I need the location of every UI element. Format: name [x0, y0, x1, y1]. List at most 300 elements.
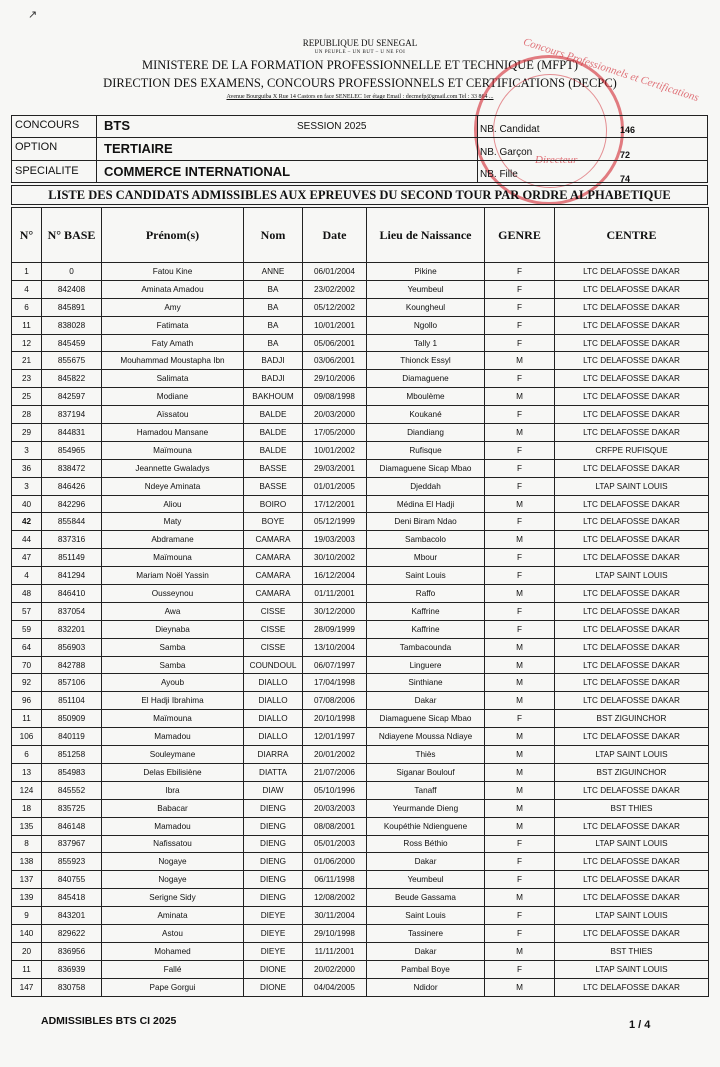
cell-num: 18 [12, 799, 42, 817]
cell-base: 836956 [42, 942, 102, 960]
cell-date: 17/04/1998 [303, 674, 367, 692]
cell-num: 9 [12, 907, 42, 925]
table-row [12, 298, 709, 316]
cell-prenom: Mariam Noël Yassin [102, 567, 244, 585]
cell-centre: LTAP SAINT LOUIS [555, 477, 709, 495]
cell-base: 832201 [42, 620, 102, 638]
cell-centre: BST THIES [555, 799, 709, 817]
cell-base: 845822 [42, 370, 102, 388]
cell-date: 01/06/2000 [303, 853, 367, 871]
cell-base: 856903 [42, 638, 102, 656]
cell-lieu: Koupéthie Ndienguene [367, 817, 485, 835]
cell-lieu: Dakar [367, 942, 485, 960]
cell-date: 03/06/2001 [303, 352, 367, 370]
cell-num: 40 [12, 495, 42, 513]
cell-centre: LTAP SAINT LOUIS [555, 960, 709, 978]
cell-genre: M [485, 656, 555, 674]
cell-nom: DIONE [244, 978, 303, 996]
cell-centre: LTC DELAFOSSE DAKAR [555, 352, 709, 370]
cell-prenom: Aïssatou [102, 406, 244, 424]
divider [12, 137, 707, 138]
cell-nom: BA [244, 280, 303, 298]
cell-num: 138 [12, 853, 42, 871]
cell-centre: LTC DELAFOSSE DAKAR [555, 334, 709, 352]
cell-date: 10/01/2001 [303, 316, 367, 334]
cell-date: 05/12/1999 [303, 513, 367, 531]
cell-prenom: Dieynaba [102, 620, 244, 638]
cell-prenom: Mamadou [102, 817, 244, 835]
cell-num: 44 [12, 531, 42, 549]
table-row [12, 835, 709, 853]
cell-num: 64 [12, 638, 42, 656]
list-title: LISTE DES CANDIDATS ADMISSIBLES AUX EPREUVES DU SECOND TOUR PAR ORDRE ALPHABETIQUE [11, 185, 708, 205]
cell-date: 06/01/2004 [303, 263, 367, 281]
cell-nom: BALDE [244, 406, 303, 424]
cell-base: 840755 [42, 871, 102, 889]
cell-num: 21 [12, 352, 42, 370]
cell-genre: M [485, 531, 555, 549]
exam-info-box [11, 115, 708, 183]
cell-centre: LTAP SAINT LOUIS [555, 746, 709, 764]
cell-lieu: Koukané [367, 406, 485, 424]
cell-base: 845552 [42, 781, 102, 799]
cell-num: 29 [12, 424, 42, 442]
cell-prenom: Serigne Sidy [102, 889, 244, 907]
cell-prenom: Mohamed [102, 942, 244, 960]
cell-base: 844831 [42, 424, 102, 442]
nb-garcon-label: NB. Garçon [480, 147, 533, 158]
table-row [12, 602, 709, 620]
cell-num: 36 [12, 459, 42, 477]
cell-num: 96 [12, 692, 42, 710]
cell-num: 6 [12, 746, 42, 764]
cell-prenom: Awa [102, 602, 244, 620]
cell-nom: DIONE [244, 960, 303, 978]
page-number: 1 / 4 [629, 1019, 651, 1031]
cell-genre: M [485, 817, 555, 835]
cell-genre: F [485, 924, 555, 942]
cell-num: 139 [12, 889, 42, 907]
col-header-genre: GENRE [485, 208, 555, 263]
cell-num: 3 [12, 441, 42, 459]
nb-fille-label: NB. Fille [480, 169, 518, 180]
table-row [12, 424, 709, 442]
cell-base: 846426 [42, 477, 102, 495]
cell-date: 30/11/2004 [303, 907, 367, 925]
cell-lieu: Thiès [367, 746, 485, 764]
divider [96, 116, 97, 182]
table-row [12, 263, 709, 281]
cell-base: 838472 [42, 459, 102, 477]
col-header-num: N° [12, 208, 42, 263]
cell-num: 1 [12, 263, 42, 281]
cell-prenom: Nogaye [102, 853, 244, 871]
cell-lieu: Tanaff [367, 781, 485, 799]
cell-lieu: Yeumbeul [367, 280, 485, 298]
cell-date: 01/11/2001 [303, 585, 367, 603]
table-row [12, 531, 709, 549]
cell-nom: CAMARA [244, 585, 303, 603]
republic-title: REPUBLIQUE DU SENEGAL [302, 38, 418, 48]
table-row [12, 746, 709, 764]
cell-lieu: Kaffrine [367, 620, 485, 638]
cell-centre: LTC DELAFOSSE DAKAR [555, 817, 709, 835]
cell-centre: LTC DELAFOSSE DAKAR [555, 459, 709, 477]
table-row [12, 853, 709, 871]
cell-lieu: Raffo [367, 585, 485, 603]
table-row [12, 924, 709, 942]
cell-base: 855844 [42, 513, 102, 531]
cell-lieu: Beude Gassama [367, 889, 485, 907]
cell-num: 8 [12, 835, 42, 853]
col-header-lieu: Lieu de Naissance [367, 208, 485, 263]
cell-prenom: Samba [102, 656, 244, 674]
nb-candidat-value: 146 [620, 125, 636, 135]
cell-nom: ANNE [244, 263, 303, 281]
col-header-centre: CENTRE [555, 208, 709, 263]
cell-num: 3 [12, 477, 42, 495]
cell-date: 05/01/2003 [303, 835, 367, 853]
cell-genre: M [485, 746, 555, 764]
cell-prenom: Fatou Kine [102, 263, 244, 281]
cell-genre: F [485, 871, 555, 889]
cell-prenom: Aminata [102, 907, 244, 925]
cell-genre: F [485, 602, 555, 620]
cell-lieu: Ndiayene Moussa Ndiaye [367, 728, 485, 746]
cell-num: 4 [12, 280, 42, 298]
cell-centre: LTAP SAINT LOUIS [555, 567, 709, 585]
cell-lieu: Yeumbeul [367, 871, 485, 889]
cell-genre: F [485, 835, 555, 853]
cell-genre: F [485, 298, 555, 316]
cell-base: 843201 [42, 907, 102, 925]
cell-centre: LTC DELAFOSSE DAKAR [555, 280, 709, 298]
cell-num: 47 [12, 549, 42, 567]
table-row [12, 334, 709, 352]
cell-lieu: Koungheul [367, 298, 485, 316]
cell-base: 842597 [42, 388, 102, 406]
cell-base: 851104 [42, 692, 102, 710]
cell-genre: F [485, 334, 555, 352]
table-row [12, 513, 709, 531]
cell-centre: LTAP SAINT LOUIS [555, 907, 709, 925]
cell-genre: M [485, 692, 555, 710]
stamp-text-top: Concours Professionnels et Certifications [521, 35, 701, 105]
cell-nom: BALDE [244, 424, 303, 442]
cell-nom: CAMARA [244, 549, 303, 567]
cell-genre: F [485, 710, 555, 728]
cell-centre: LTC DELAFOSSE DAKAR [555, 924, 709, 942]
cell-base: 845891 [42, 298, 102, 316]
cell-prenom: Hamadou Mansane [102, 424, 244, 442]
cell-num: 13 [12, 763, 42, 781]
cell-nom: DIENG [244, 835, 303, 853]
table-row [12, 763, 709, 781]
table-header-row [12, 208, 709, 263]
cell-genre: M [485, 763, 555, 781]
cell-prenom: Ayoub [102, 674, 244, 692]
cell-lieu: Rufisque [367, 441, 485, 459]
cell-centre: LTC DELAFOSSE DAKAR [555, 853, 709, 871]
cell-num: 92 [12, 674, 42, 692]
cell-genre: F [485, 477, 555, 495]
cell-centre: LTC DELAFOSSE DAKAR [555, 495, 709, 513]
col-header-date: Date [303, 208, 367, 263]
cell-num: 42 [12, 513, 42, 531]
cell-num: 11 [12, 960, 42, 978]
cell-lieu: Pikine [367, 263, 485, 281]
cell-lieu: Mbour [367, 549, 485, 567]
table-row [12, 477, 709, 495]
table-row [12, 316, 709, 334]
cell-date: 12/01/1997 [303, 728, 367, 746]
cell-prenom: Faty Amath [102, 334, 244, 352]
cell-num: 147 [12, 978, 42, 996]
cell-base: 846148 [42, 817, 102, 835]
cell-prenom: Maïmouna [102, 710, 244, 728]
cell-centre: LTC DELAFOSSE DAKAR [555, 298, 709, 316]
cell-centre: LTAP SAINT LOUIS [555, 835, 709, 853]
cell-centre: LTC DELAFOSSE DAKAR [555, 656, 709, 674]
cell-base: 837054 [42, 602, 102, 620]
cell-centre: LTC DELAFOSSE DAKAR [555, 728, 709, 746]
cell-num: 140 [12, 924, 42, 942]
table-row [12, 638, 709, 656]
cell-date: 23/02/2002 [303, 280, 367, 298]
cell-prenom: Fallé [102, 960, 244, 978]
cell-genre: F [485, 263, 555, 281]
cell-nom: CAMARA [244, 567, 303, 585]
cell-lieu: Thionck Essyl [367, 352, 485, 370]
cell-num: 124 [12, 781, 42, 799]
cell-nom: DIENG [244, 871, 303, 889]
cell-nom: BA [244, 298, 303, 316]
cell-centre: LTC DELAFOSSE DAKAR [555, 406, 709, 424]
cell-date: 16/12/2004 [303, 567, 367, 585]
cell-prenom: El Hadji Ibrahima [102, 692, 244, 710]
cell-prenom: Mamadou [102, 728, 244, 746]
cell-nom: DIENG [244, 889, 303, 907]
cell-nom: DIENG [244, 853, 303, 871]
cell-prenom: Modiane [102, 388, 244, 406]
concours-value: BTS [104, 118, 130, 133]
cell-nom: COUNDOUL [244, 656, 303, 674]
cell-num: 57 [12, 602, 42, 620]
cell-genre: M [485, 942, 555, 960]
cell-genre: M [485, 889, 555, 907]
cell-genre: F [485, 370, 555, 388]
direction-title: DIRECTION DES EXAMENS, CONCOURS PROFESSIONNELS ET CERTIFICATIONS (DECPC) [103, 76, 617, 90]
cell-lieu: Médina El Hadji [367, 495, 485, 513]
cell-base: 842788 [42, 656, 102, 674]
cell-lieu: Linguere [367, 656, 485, 674]
cell-genre: F [485, 960, 555, 978]
cell-centre: BST ZIGUINCHOR [555, 763, 709, 781]
cell-date: 06/11/1998 [303, 871, 367, 889]
cell-nom: DIAW [244, 781, 303, 799]
cell-genre: F [485, 549, 555, 567]
col-header-prenom: Prénom(s) [102, 208, 244, 263]
cell-date: 08/08/2001 [303, 817, 367, 835]
table-row [12, 674, 709, 692]
cell-base: 842296 [42, 495, 102, 513]
cell-centre: LTC DELAFOSSE DAKAR [555, 692, 709, 710]
cell-genre: F [485, 316, 555, 334]
cell-prenom: Maïmouna [102, 441, 244, 459]
cell-genre: M [485, 638, 555, 656]
cell-base: 840119 [42, 728, 102, 746]
cell-date: 29/10/2006 [303, 370, 367, 388]
cell-centre: LTC DELAFOSSE DAKAR [555, 585, 709, 603]
concours-label: CONCOURS [15, 119, 80, 131]
cell-lieu: Sambacolo [367, 531, 485, 549]
divider [12, 160, 707, 161]
cell-num: 23 [12, 370, 42, 388]
table-row [12, 710, 709, 728]
cell-centre: CRFPE RUFISQUE [555, 441, 709, 459]
cell-date: 12/08/2002 [303, 889, 367, 907]
candidates-table [11, 207, 709, 997]
cell-num: 28 [12, 406, 42, 424]
nb-fille-value: 74 [620, 174, 631, 184]
cell-prenom: Aminata Amadou [102, 280, 244, 298]
cell-base: 851149 [42, 549, 102, 567]
cell-date: 11/11/2001 [303, 942, 367, 960]
cell-centre: LTC DELAFOSSE DAKAR [555, 424, 709, 442]
cell-centre: LTC DELAFOSSE DAKAR [555, 674, 709, 692]
cell-lieu: Mboulème [367, 388, 485, 406]
cell-prenom: Ousseynou [102, 585, 244, 603]
session-label: SESSION 2025 [297, 121, 367, 132]
cell-genre: F [485, 853, 555, 871]
corner-mark: ↗ [28, 9, 38, 21]
cell-lieu: Tassinere [367, 924, 485, 942]
cell-genre: F [485, 567, 555, 585]
table-row [12, 942, 709, 960]
table-row [12, 978, 709, 996]
cell-date: 07/08/2006 [303, 692, 367, 710]
cell-prenom: Fatimata [102, 316, 244, 334]
cell-prenom: Jeannette Gwaladys [102, 459, 244, 477]
cell-prenom: Babacar [102, 799, 244, 817]
cell-date: 17/12/2001 [303, 495, 367, 513]
cell-lieu: Tally 1 [367, 334, 485, 352]
cell-date: 10/01/2002 [303, 441, 367, 459]
cell-base: 854965 [42, 441, 102, 459]
cell-lieu: Ngollo [367, 316, 485, 334]
cell-date: 30/10/2002 [303, 549, 367, 567]
cell-lieu: Deni Biram Ndao [367, 513, 485, 531]
cell-centre: LTC DELAFOSSE DAKAR [555, 978, 709, 996]
cell-prenom: Maïmouna [102, 549, 244, 567]
cell-genre: M [485, 585, 555, 603]
cell-prenom: Ibra [102, 781, 244, 799]
cell-centre: LTC DELAFOSSE DAKAR [555, 263, 709, 281]
cell-nom: DIALLO [244, 692, 303, 710]
table-row [12, 799, 709, 817]
cell-num: 25 [12, 388, 42, 406]
cell-prenom: Aliou [102, 495, 244, 513]
cell-nom: DIALLO [244, 674, 303, 692]
cell-lieu: Diamaguene Sicap Mbao [367, 710, 485, 728]
cell-base: 829622 [42, 924, 102, 942]
cell-centre: LTC DELAFOSSE DAKAR [555, 531, 709, 549]
table-row [12, 781, 709, 799]
cell-nom: BADJI [244, 370, 303, 388]
table-row [12, 352, 709, 370]
table-body [12, 263, 709, 997]
cell-lieu: Diamaguene Sicap Mbao [367, 459, 485, 477]
address-line: Avenue Bourguiba X Rue 14 Castors en face SENELEC 1er étage Email : decmefp@gmail.com Tel : 33 864 ... [226, 94, 494, 100]
cell-genre: F [485, 513, 555, 531]
cell-lieu: Tambacounda [367, 638, 485, 656]
cell-nom: DIEYE [244, 942, 303, 960]
cell-num: 48 [12, 585, 42, 603]
cell-base: 855675 [42, 352, 102, 370]
cell-centre: LTC DELAFOSSE DAKAR [555, 638, 709, 656]
cell-genre: M [485, 674, 555, 692]
cell-prenom: Pape Gorgui [102, 978, 244, 996]
cell-prenom: Maty [102, 513, 244, 531]
cell-centre: LTC DELAFOSSE DAKAR [555, 316, 709, 334]
table-row [12, 567, 709, 585]
cell-prenom: Samba [102, 638, 244, 656]
cell-genre: M [485, 978, 555, 996]
cell-lieu: Siganar Boulouf [367, 763, 485, 781]
cell-prenom: Mouhammad Moustapha Ibn [102, 352, 244, 370]
cell-num: 70 [12, 656, 42, 674]
cell-centre: BST ZIGUINCHOR [555, 710, 709, 728]
cell-num: 135 [12, 817, 42, 835]
cell-date: 05/10/1996 [303, 781, 367, 799]
cell-nom: CISSE [244, 602, 303, 620]
table-row [12, 960, 709, 978]
cell-lieu: Saint Louis [367, 567, 485, 585]
cell-base: 835725 [42, 799, 102, 817]
cell-num: 11 [12, 316, 42, 334]
cell-nom: CISSE [244, 620, 303, 638]
cell-date: 20/01/2002 [303, 746, 367, 764]
cell-prenom: Nafissatou [102, 835, 244, 853]
cell-genre: F [485, 280, 555, 298]
cell-lieu: Ndidor [367, 978, 485, 996]
cell-prenom: Astou [102, 924, 244, 942]
nb-garcon-value: 72 [620, 150, 631, 160]
cell-base: 846410 [42, 585, 102, 603]
cell-date: 05/06/2001 [303, 334, 367, 352]
cell-nom: BALDE [244, 441, 303, 459]
cell-nom: CAMARA [244, 531, 303, 549]
cell-date: 21/07/2006 [303, 763, 367, 781]
divider [477, 116, 478, 182]
cell-centre: LTC DELAFOSSE DAKAR [555, 889, 709, 907]
cell-num: 59 [12, 620, 42, 638]
table-row [12, 889, 709, 907]
cell-centre: LTC DELAFOSSE DAKAR [555, 549, 709, 567]
cell-lieu: Dakar [367, 692, 485, 710]
cell-base: 851258 [42, 746, 102, 764]
cell-centre: LTC DELAFOSSE DAKAR [555, 388, 709, 406]
cell-prenom: Salimata [102, 370, 244, 388]
cell-nom: BOYE [244, 513, 303, 531]
table-row [12, 406, 709, 424]
cell-num: 12 [12, 334, 42, 352]
cell-date: 17/05/2000 [303, 424, 367, 442]
table-row [12, 871, 709, 889]
cell-base: 837194 [42, 406, 102, 424]
table-row [12, 907, 709, 925]
table-row [12, 388, 709, 406]
